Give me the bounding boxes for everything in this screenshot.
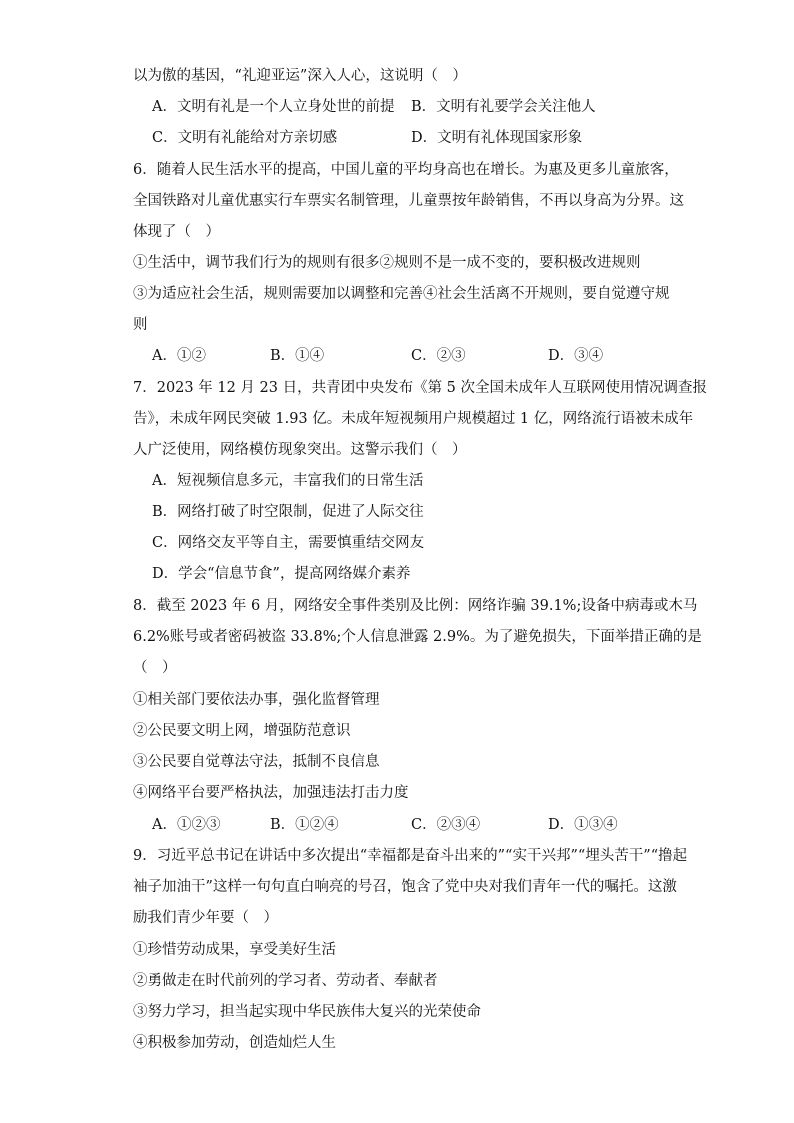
q8-stem-line: 6.2%账号或者密码被盗 33.8%;个人信息泄露 2.9%。为了避免损失，下面举措正确的是: [133, 629, 702, 645]
q6-stem-line: 6．随着人民生活水平的提高，中国儿童的平均身高也在增长。为惠及更多儿童旅客，: [133, 162, 679, 178]
q8-statement: ②公民要文明上网，增强防范意识: [133, 723, 351, 739]
q5-stem: 以为傲的基因，“礼迎亚运”深入人心，这说明（ ）: [133, 68, 467, 84]
q8-option-c: C．②③④: [411, 817, 481, 833]
q7-option-d: D．学会“信息节食”，提高网络媒介素养: [152, 566, 411, 582]
q8-statement: ④网络平台要严格执法，加强违法打击力度: [133, 785, 409, 801]
q7-stem-line: 人广泛使用，网络模仿现象突出。这警示我们（ ）: [133, 442, 467, 458]
q9-stem-line: 袖子加油干”这样一句句直白响亮的号召，饱含了党中央对我们青年一代的嘱托。这激: [133, 879, 677, 895]
q5-option-c: C．文明有礼能给对方亲切感: [152, 130, 338, 146]
q8-option-d: D．①③④: [548, 817, 618, 833]
q6-statement: ③为适应社会生活，规则需要加以调整和完善④社会生活离不开规则，要自觉遵守规: [133, 286, 670, 302]
q6-statement: 则: [133, 317, 148, 333]
q8-option-b: B．①②④: [270, 817, 339, 833]
q7-option-a: A．短视频信息多元，丰富我们的日常生活: [152, 473, 424, 489]
q8-stem-line: （ ）: [133, 660, 177, 676]
q6-statement: ①生活中，调节我们行为的规则有很多②规则不是一成不变的，要积极改进规则: [133, 255, 641, 271]
q7-stem-line: 告》，未成年网民突破 1.93 亿。未成年短视频用户规模超过 1 亿，网络流行语被未成年: [133, 411, 694, 427]
q5-option-d: D．文明有礼体现国家形象: [411, 130, 583, 146]
q9-stem-line: 9．习近平总书记在讲话中多次提出“幸福都是奋斗出来的”“实干兴邦”“埋头苦干”“撸起: [133, 848, 688, 864]
q6-option-a: A．①②: [152, 348, 206, 364]
q6-option-d: D．③④: [548, 348, 604, 364]
q9-statement: ③努力学习，担当起实现中华民族伟大复兴的光荣使命: [133, 1004, 481, 1020]
q9-statement: ①珍惜劳动成果，享受美好生活: [133, 942, 336, 958]
q8-option-a: A．①②③: [152, 817, 221, 833]
q7-option-b: B．网络打破了时空限制，促进了人际交往: [152, 504, 424, 520]
q6-stem-line: 全国铁路对儿童优惠实行车票实名制管理，儿童票按年龄销售，不再以身高为分界。这: [133, 193, 684, 209]
q7-option-c: C．网络交友平等自主，需要慎重结交网友: [152, 535, 425, 551]
q6-option-b: B．①④: [270, 348, 325, 364]
q9-stem-line: 励我们青少年要（ ）: [133, 910, 278, 926]
q8-statement: ③公民要自觉尊法守法，抵制不良信息: [133, 754, 380, 770]
q9-statement: ②勇做走在时代前列的学习者、劳动者、奉献者: [133, 973, 438, 989]
q9-statement: ④积极参加劳动，创造灿烂人生: [133, 1035, 336, 1051]
q5-option-b: B．文明有礼要学会关注他人: [411, 99, 596, 115]
q5-option-a: A．文明有礼是一个人立身处世的前提: [152, 99, 395, 115]
q8-stem-line: 8．截至 2023 年 6 月，网络安全事件类别及比例：网络诈骗 39.1%;设备中病毒或木马: [133, 598, 698, 614]
q7-stem-line: 7．2023 年 12 月 23 日，共青团中央发布《第 5 次全国未成年人互联网使用情况调查报: [133, 380, 708, 396]
q8-statement: ①相关部门要依法办事，强化监督管理: [133, 692, 380, 708]
q6-stem-line: 体现了（ ）: [133, 224, 220, 240]
q6-option-c: C．②③: [411, 348, 466, 364]
